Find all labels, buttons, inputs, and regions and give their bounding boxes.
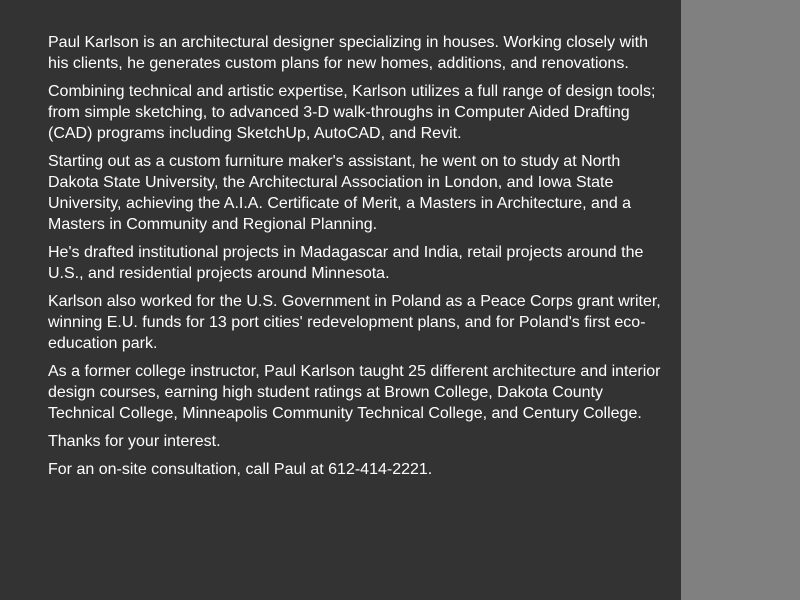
side-panel	[681, 0, 800, 600]
bio-intro-paragraph: Paul Karlson is an architectural designer specializing in houses. Working closely with his clients, he generates custom plans for new homes, additions, and renovations.	[48, 34, 648, 72]
bio-projects-paragraph: He's drafted institutional projects in Madagascar and India, retail projects around the U.S., and residential projects around Minnesota.	[48, 244, 644, 282]
bio-tools-paragraph: Combining technical and artistic expertise, Karlson utilizes a full range of design tools; from simple sketching, to advanced 3-D walk-throughs in Computer Aided Drafting (CAD) programs including SketchUp, AutoCAD, and Revit.	[48, 83, 656, 142]
bio-text	[48, 32, 663, 487]
thanks-paragraph: Thanks for your interest.	[48, 433, 221, 450]
contact-paragraph: For an on-site consultation, call Paul at 612-414-2221.	[48, 461, 433, 478]
bio-government-paragraph: Karlson also worked for the U.S. Government in Poland as a Peace Corps grant writer, winning E.U. funds for 13 port cities' redevelopment plans, and for Poland's first eco-education park.	[48, 293, 661, 352]
bio-teaching-paragraph: As a former college instructor, Paul Karlson taught 25 different architecture and interior design courses, earning high student ratings at Brown College, Dakota County Technical College, Minneapolis Community Technical College, and Century College.	[48, 363, 661, 422]
bio-education-paragraph: Starting out as a custom furniture maker's assistant, he went on to study at North Dakota State University, the Architectural Association in London, and Iowa State University, achieving the A.I.A. Certificate of Merit, a Masters in Architecture, and a Masters in Community and Regional Planning.	[48, 153, 632, 233]
